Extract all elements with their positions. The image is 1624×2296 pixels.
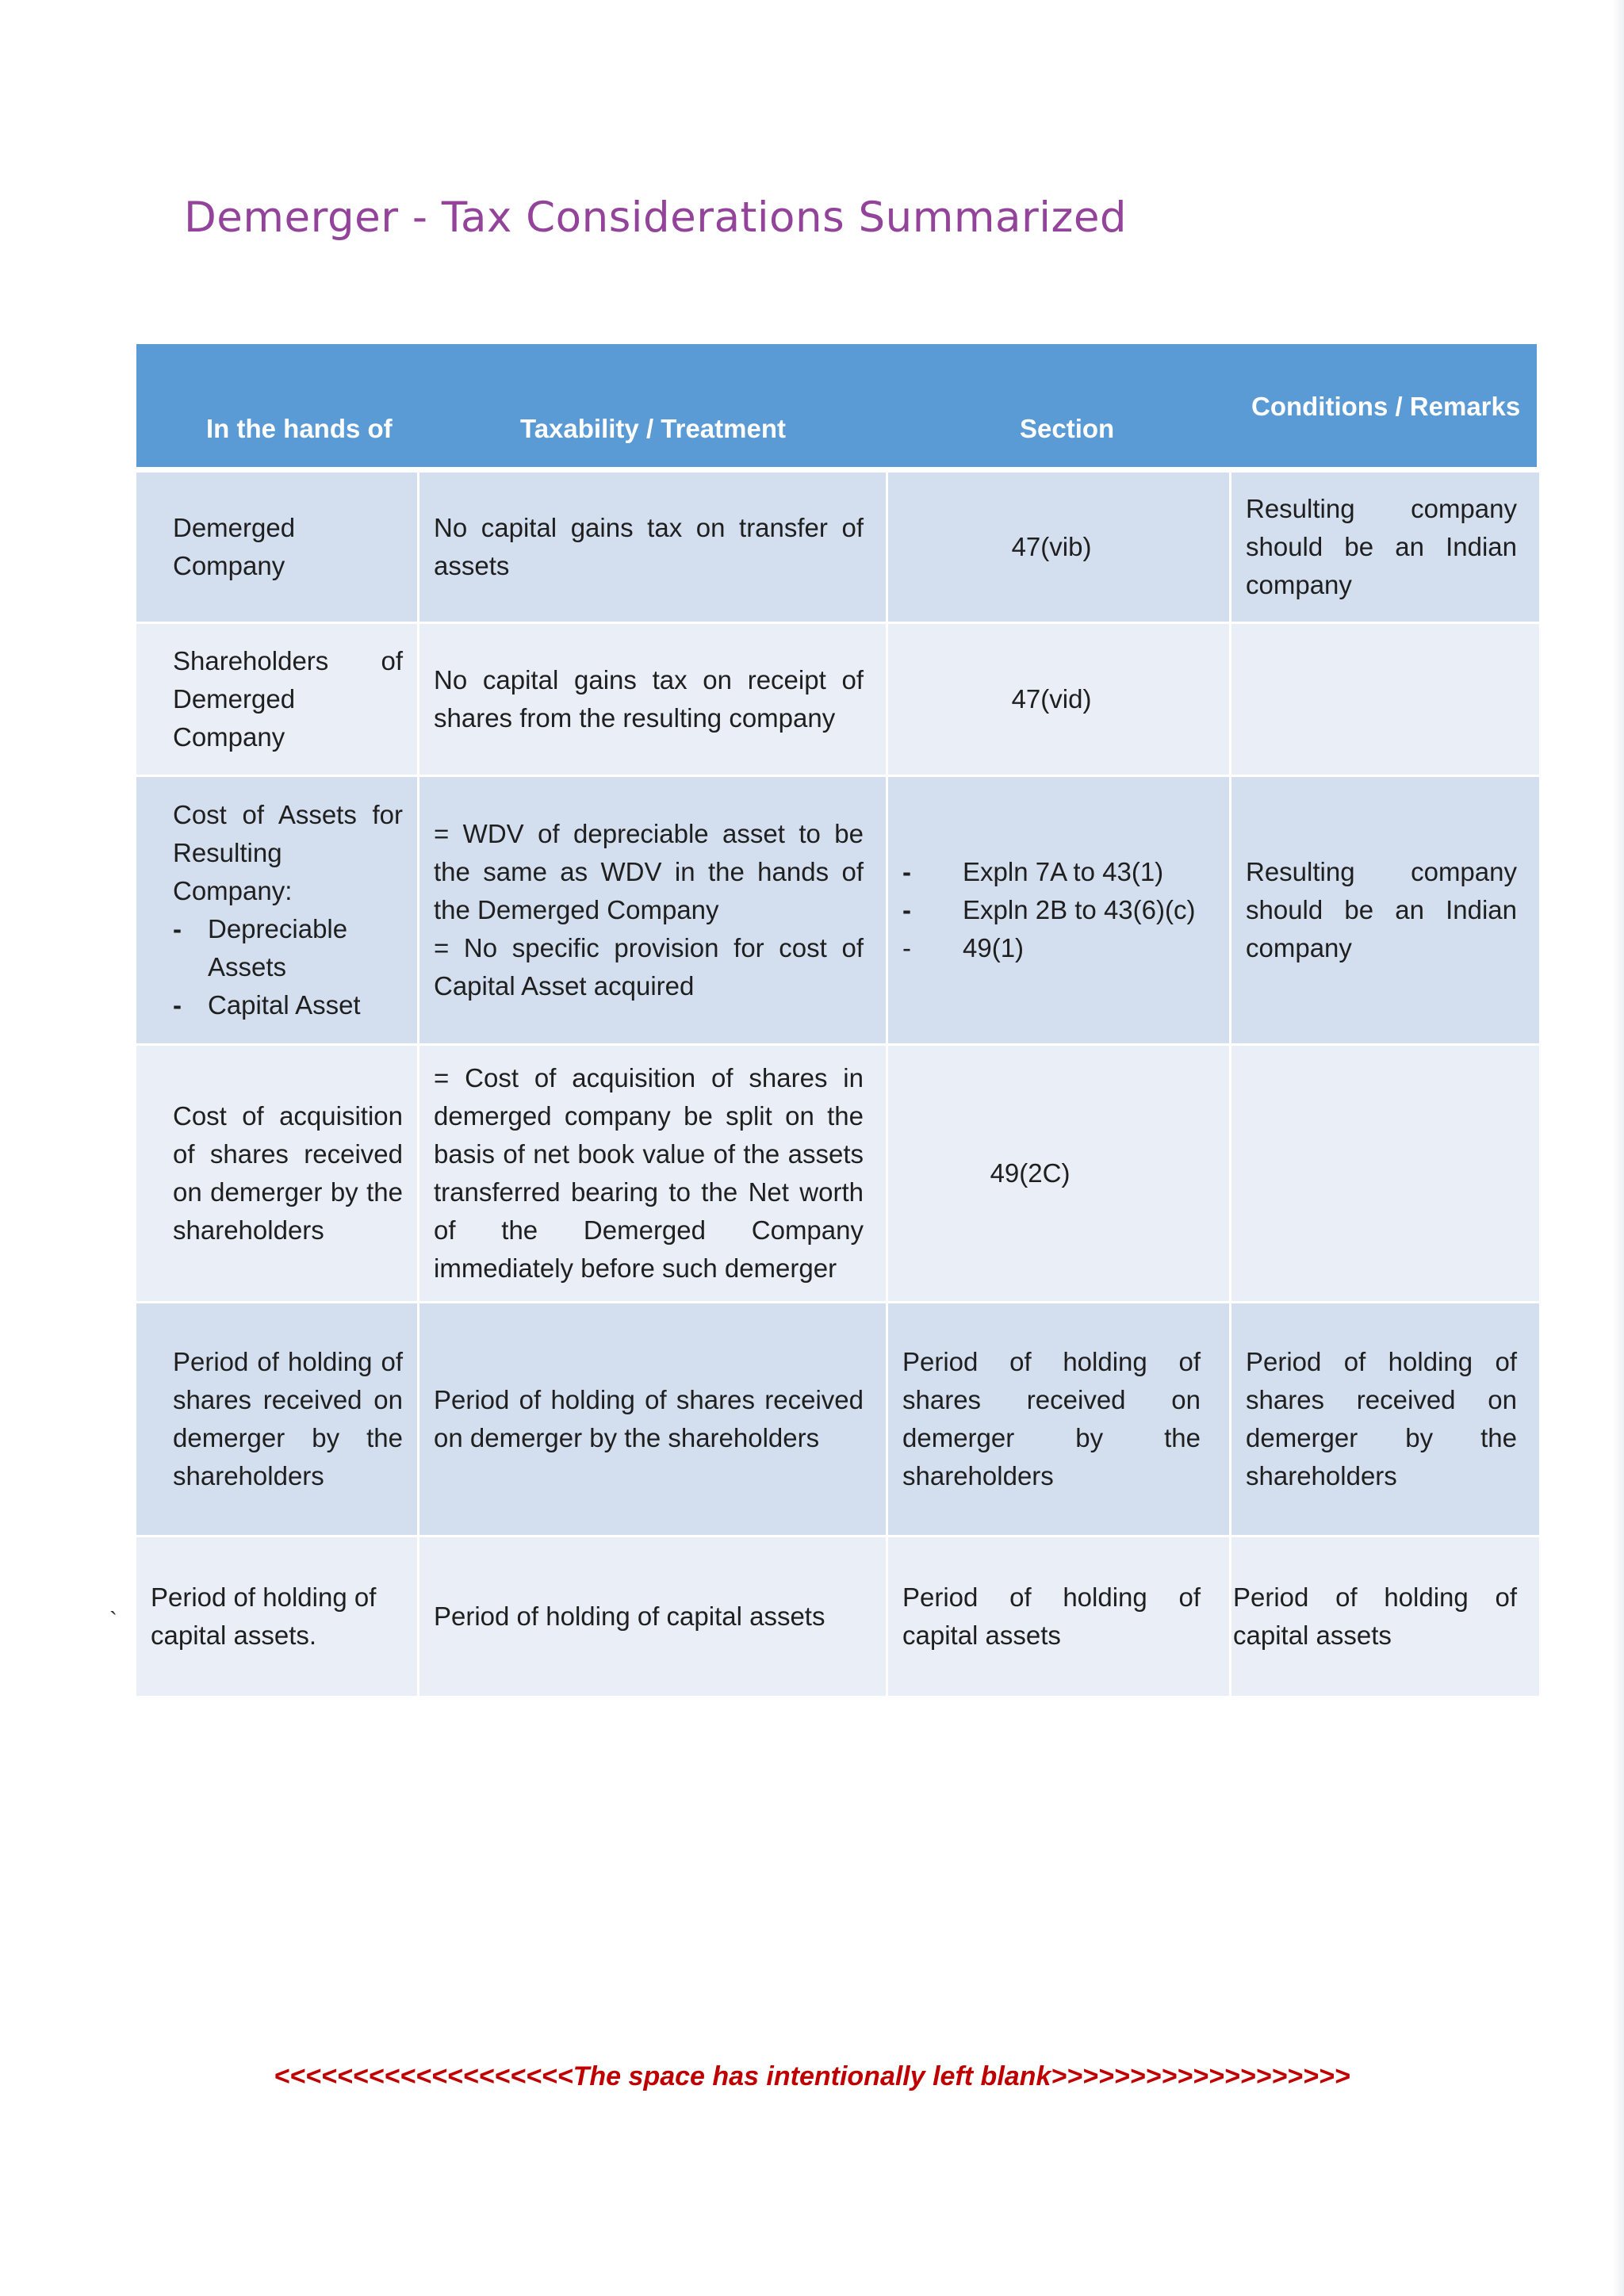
header-conditions-remarks: Conditions / Remarks [1251, 392, 1521, 421]
cell-text: Period of holding of capital assets [902, 1582, 1201, 1650]
cell-text: 49(2C) [990, 1158, 1071, 1188]
cell-text: No capital gains tax on transfer of assets [434, 513, 864, 580]
blank-space-notice: <<<<<<<<<<<<<<<<<<<The space has intentionally left blank>>>>>>>>>>>>>>>>>>> [274, 2061, 1350, 2091]
table-cell [1231, 1303, 1539, 1535]
page-edge-shadow [1613, 0, 1624, 2296]
list-item-text: Capital Asset [208, 990, 361, 1020]
bullet-dash-icon: - [902, 933, 911, 962]
table-cell [136, 473, 417, 622]
cell-text: = Cost of acquisition of shares in demerged company be split on the basis of net book value of the assets transferred bearing to the Net worth of the Demerged Company immediately before such demerger [434, 1063, 864, 1283]
list-item [902, 929, 1201, 967]
cell-text: Resulting company should be an Indian company [1246, 857, 1517, 962]
bullet-dash-icon: - [902, 857, 911, 886]
table-cell [136, 1537, 417, 1696]
cell-text: Period of holding of capital assets [1233, 1582, 1517, 1650]
list-item-text: 49(1) [963, 933, 1025, 962]
list-item [902, 853, 1201, 891]
stray-mark: ` [109, 1608, 117, 1634]
header-section: Section [1020, 414, 1115, 443]
table-header [136, 344, 1537, 467]
cell-text: Period of holding of shares received on demerger by the shareholders [902, 1347, 1201, 1490]
table-cell [419, 624, 886, 775]
table-body [136, 473, 1537, 1696]
table-cell [136, 777, 417, 1043]
cell-text: Shareholders of Demerged Company [173, 646, 403, 752]
table-cell [888, 777, 1229, 1043]
cell-text: Period of holding of capital assets [434, 1601, 825, 1631]
table-cell [888, 1303, 1229, 1535]
bullet-dash-icon: - [902, 895, 911, 924]
cell-text: = WDV of depreciable asset to be the same as WDV in the hands of the Demerged Company [434, 819, 864, 924]
cell-text: Resulting company should be an Indian company [1246, 494, 1517, 599]
table-cell [136, 1303, 417, 1535]
table-cell [136, 1046, 417, 1301]
cell-text: No capital gains tax on receipt of shares from the resulting company [434, 665, 864, 733]
table-cell [419, 1303, 886, 1535]
cell-text: Period of holding of shares received on demerger by the shareholders [1246, 1347, 1517, 1490]
cell-text: Demerged Company [173, 513, 296, 580]
cell-text: 47(vib) [1011, 532, 1092, 561]
list-item-text: Depreciable Assets [208, 914, 348, 982]
cell-text: Cost of Assets for Resulting Company: [173, 800, 403, 905]
bullet-dash-icon: - [173, 990, 182, 1020]
table-cell [136, 624, 417, 775]
header-taxability: Taxability / Treatment [520, 414, 786, 443]
cell-text: Period of holding of shares received on demerger by the shareholders [434, 1385, 864, 1452]
table-cell [1231, 473, 1539, 622]
cell-text: = No specific provision for cost of Capital Asset acquired [434, 933, 864, 1001]
table-cell [888, 1537, 1229, 1696]
table-cell [888, 1046, 1229, 1301]
cell-text: Period of holding of capital assets. [151, 1582, 377, 1650]
table-cell [1231, 777, 1539, 1043]
cell-text: Cost of acquisition of shares received on demerger by the shareholders [173, 1101, 403, 1245]
table-cell [1231, 1537, 1539, 1696]
list-item [173, 910, 403, 986]
table-cell [419, 473, 886, 622]
table-cell [888, 624, 1229, 775]
list-item-text: Expln 7A to 43(1) [963, 857, 1164, 886]
cell-text: 47(vid) [1011, 684, 1092, 714]
bullet-dash-icon: - [173, 914, 182, 943]
table-cell [419, 1046, 886, 1301]
list-item-text: Expln 2B to 43(6)(c) [963, 895, 1196, 924]
page-title: Demerger - Tax Considerations Summarized [184, 193, 1128, 242]
tax-summary-table [136, 344, 1537, 1696]
table-cell [888, 473, 1229, 622]
list-item [902, 891, 1201, 929]
table-cell [1231, 624, 1539, 775]
table-cell [1231, 1046, 1539, 1301]
header-in-the-hands-of: In the hands of [206, 414, 393, 443]
table-cell [419, 777, 886, 1043]
cell-text: Period of holding of shares received on demerger by the shareholders [173, 1347, 403, 1490]
table-cell [419, 1537, 886, 1696]
list-item [173, 986, 403, 1024]
